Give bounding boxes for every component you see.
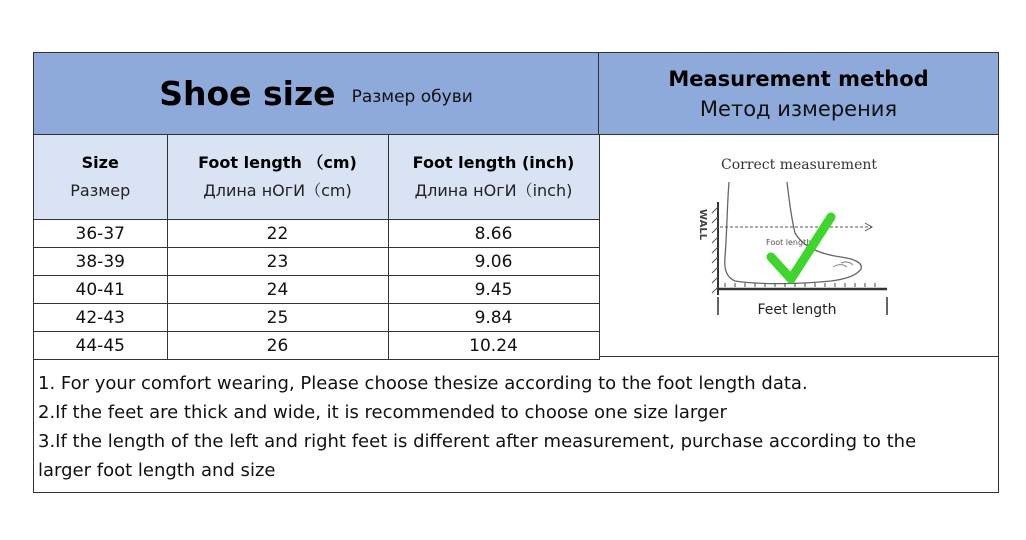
shoe-size-header (34, 53, 599, 135)
measurement-method-title: Measurement method (668, 66, 929, 91)
column-header-label-ru: Длина нОгИ（cm) (203, 181, 352, 200)
table-row (34, 332, 599, 360)
check-icon (771, 217, 831, 279)
correct-measurement-caption: Correct measurement (720, 157, 878, 173)
note-2: 2.If the feet are thick and wide, it is recommended to choose one size larger (38, 402, 727, 423)
column-header-size (34, 135, 167, 220)
sizing-notes (34, 357, 998, 492)
length-cm-cell: 26 (167, 332, 388, 360)
length-cm-cell: 23 (167, 248, 388, 276)
foot-length-arrow-label: Foot length (766, 238, 812, 247)
length-inch-cell: 9.45 (388, 276, 599, 304)
length-inch-cell: 9.06 (388, 248, 599, 276)
table-row (34, 220, 599, 248)
measurement-illustration (599, 135, 998, 357)
shoe-size-title-ru: Размер обуви (351, 86, 473, 107)
measurement-method-title-ru: Метод измерения (699, 96, 898, 121)
column-header-foot-length-inch (388, 135, 599, 220)
size-table-header-row (34, 135, 599, 220)
size-cell: 36-37 (34, 220, 167, 248)
table-row (34, 276, 599, 304)
table-row (34, 248, 599, 276)
size-chart (33, 52, 999, 493)
size-cell: 42-43 (34, 304, 167, 332)
table-row (34, 304, 599, 332)
column-header-foot-length-cm (167, 135, 388, 220)
column-header-label-ru: Длина нОгИ（inch) (414, 181, 573, 200)
size-cell: 38-39 (34, 248, 167, 276)
size-cell: 40-41 (34, 276, 167, 304)
feet-length-caption: Feet length (757, 302, 837, 318)
size-cell: 44-45 (34, 332, 167, 360)
note-1: 1. For your comfort wearing, Please choose thesize according to the foot length data. (38, 373, 808, 394)
column-header-label-ru: Размер (70, 181, 131, 200)
length-cm-cell: 24 (167, 276, 388, 304)
length-inch-cell: 10.24 (388, 332, 599, 360)
column-header-label: Foot length (inch) (412, 153, 575, 172)
wall-label: WALL (697, 209, 708, 241)
note-3: 3.If the length of the left and right feet is different after measurement, purchase according to the (38, 431, 917, 452)
column-header-label: Size (81, 153, 119, 172)
note-3-continued: larger foot length and size (38, 460, 276, 481)
size-table (34, 135, 600, 360)
measurement-method-header (599, 53, 998, 135)
length-cm-cell: 25 (167, 304, 388, 332)
foot-measurement-diagram (691, 147, 911, 343)
length-inch-cell: 8.66 (388, 220, 599, 248)
toes-outline (833, 262, 853, 267)
shoe-size-title: Shoe size (159, 74, 336, 113)
column-header-label: Foot length （cm) (198, 153, 357, 172)
length-inch-cell: 9.84 (388, 304, 599, 332)
length-cm-cell: 22 (167, 220, 388, 248)
